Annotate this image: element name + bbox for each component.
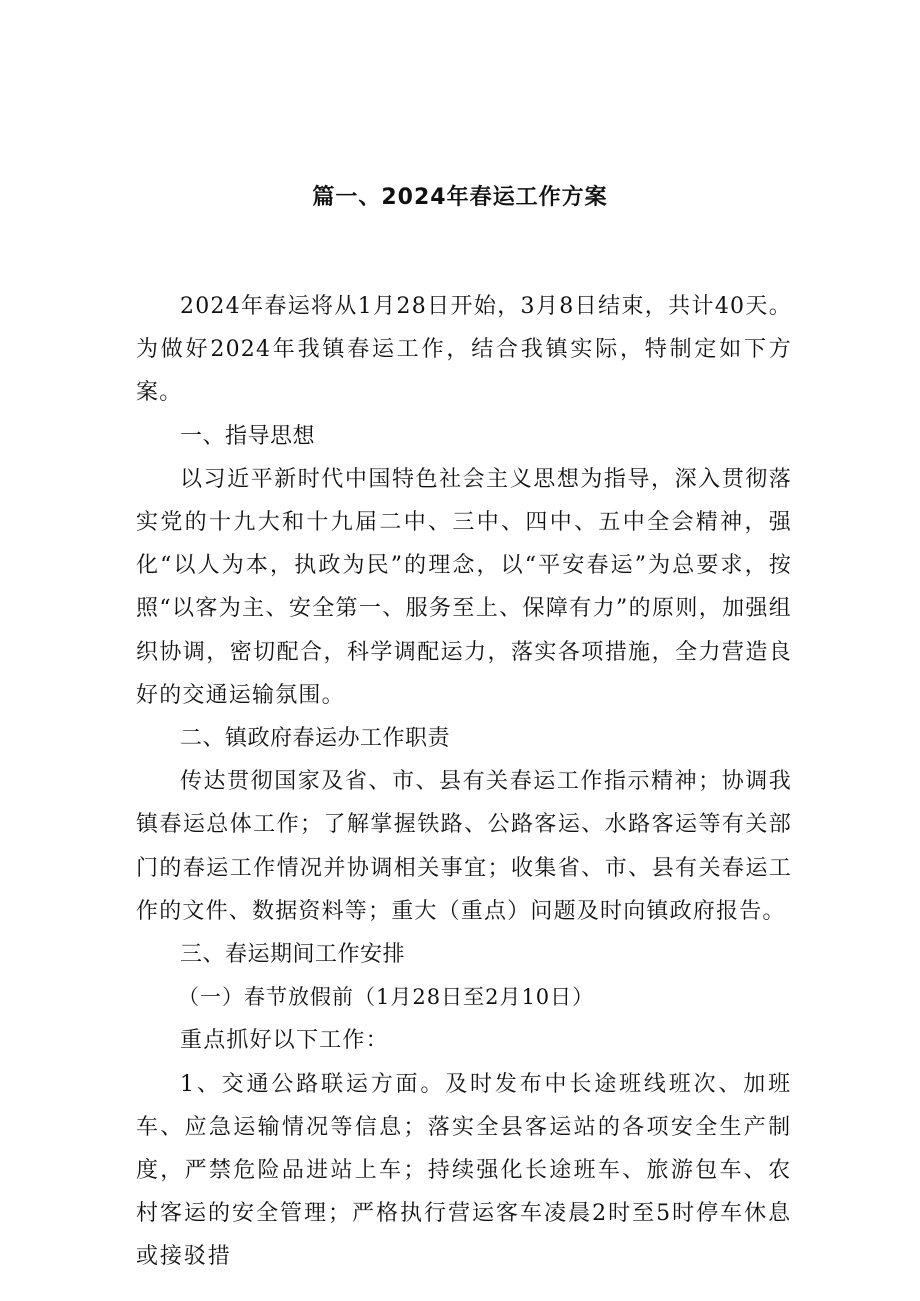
section-1-paragraph: 以习近平新时代中国特色社会主义思想为指导，深入贯彻落实党的十九大和十九届二中、三中、四中、五中全会精神，强化“以人为本，执政为民”的理念，以“平安春运”为总要求，按照“以客为主、安全第一、服务至上、保障有力”的原则，加强组织协调，密切配合，科学调配运力，落实各项措施，全力营造良好的交通运输氛围。 bbox=[136, 466, 792, 708]
section-3-lead: 重点抓好以下工作： bbox=[180, 1028, 389, 1054]
intro-paragraph: 2024年春运将从1月28日开始，3月8日结束，共计40天。为做好2024年我镇春运工作，结合我镇实际，特制定如下方案。 bbox=[136, 294, 792, 406]
section-2-heading: 二、镇政府春运办工作职责 bbox=[180, 726, 451, 752]
section-3-subheading: （一）春节放假前（1月28日至2月10日） bbox=[178, 985, 595, 1010]
document-title: 篇一、2024年春运工作方案 bbox=[312, 185, 608, 210]
section-1-heading: 一、指导思想 bbox=[180, 423, 316, 449]
section-2-paragraph: 传达贯彻国家及省、市、县有关春运工作指示精神；协调我镇春运总体工作；了解掌握铁路、公路客运、水路客运等有关部门的春运工作情况并协调相关事宜；收集省、市、县有关春运工作的文件、数据资料等；重大（重点）问题及时向镇政府报告。 bbox=[136, 769, 792, 924]
section-3-item-1: 1、交通公路联运方面。及时发布中长途班线班次、加班车、应急运输情况等信息；落实全县客运站的各项安全生产制度，严禁危险品进站上车；持续强化长途班车、旅游包车、农村客运的安全管理；严格执行营运客车凌晨2时至5时停车休息或接驳措 bbox=[136, 1071, 792, 1270]
document-body bbox=[136, 285, 792, 1279]
section-3-heading: 三、春运期间工作安排 bbox=[180, 942, 406, 968]
